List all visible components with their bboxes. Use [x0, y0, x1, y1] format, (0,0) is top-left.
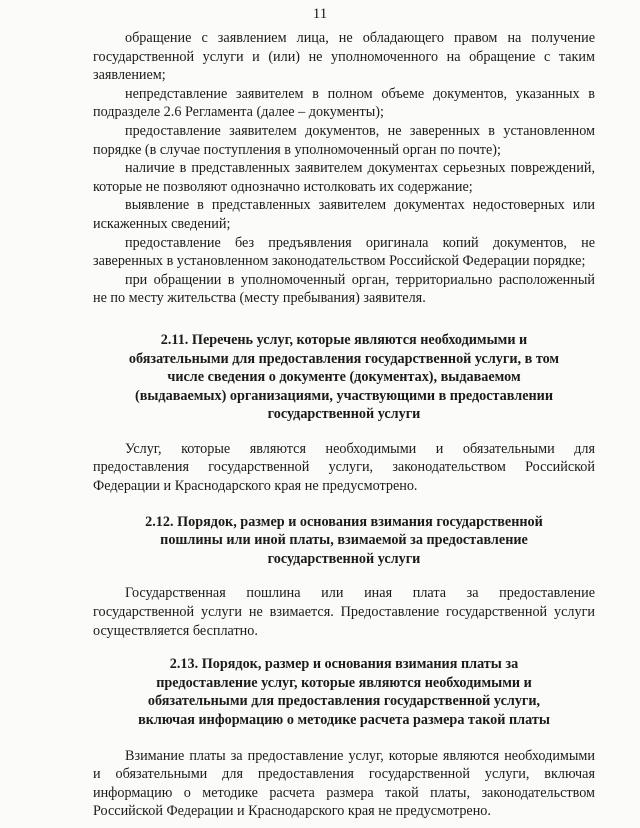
- list-item: предоставление заявителем документов, не заверенных в установленном порядке (в случае поступления в уполномоченный орган по почте);: [93, 122, 595, 158]
- list-item: наличие в представленных заявителем документах серьезных повреждений, которые не позволяют однозначно истолковать их содержание;: [93, 160, 595, 195]
- section-text-2-13: Взимание платы за предоставление услуг, которые являются необходимыми и обязательными для предоставления государственной услуги, включая информацию о методике расчета размера такой платы, законодательством Российской Федерации и Краснодарского края не предусмотрено.: [93, 747, 595, 820]
- page-number: 11: [312, 6, 328, 22]
- section-text-2-11: Услуг, которые являются необходимыми и обязательными для предоставления государственной услуги, законодательством Российской Федерации и Краснодарского края не предусмотрено.: [93, 440, 595, 495]
- section-heading-2-12: 2.12. Порядок, размер и основания взимания государственной пошлины или иной платы, взимаемой за предоставление государственной услуги: [145, 513, 543, 567]
- list-item: непредставление заявителем в полном объеме документов, указанных в подразделе 2.6 Регламента (далее – документы);: [93, 85, 595, 121]
- list-item: при обращении в уполномоченный орган, территориально расположенный не по месту жительства (месту пребывания) заявителя.: [93, 271, 595, 307]
- section-heading-2-13: 2.13. Порядок, размер и основания взимания платы за предоставление услуг, которые являются необходимыми и обязательными для предоставления государственной услуги, включая информацию о методике расчета размера такой платы: [138, 656, 550, 728]
- section-text-2-12: Государственная пошлина или иная плата за предоставление государственной услуги не взимается. Предоставление государственной услуги осуществляется бесплатно.: [93, 585, 595, 639]
- list-item: выявление в представленных заявителем документах недостоверных или искаженных сведений;: [93, 197, 595, 232]
- list-item: обращение с заявлением лица, не обладающего правом на получение государственной услуги и (или) не уполномоченного на обращение с таким заявлением;: [93, 30, 595, 84]
- page-content: [93, 29, 595, 821]
- list-item: предоставление без предъявления оригинала копий документов, не заверенных в установленном законодательством Российской Федерации порядке;: [93, 234, 595, 270]
- section-heading-2-11: 2.11. Перечень услуг, которые являются необходимыми и обязательными для предоставления государственной услуги, в том числе сведения о документе (документах), выдаваемом (выдаваемых) организациями, участвующими в предоставлении государственной услуги: [128, 331, 560, 423]
